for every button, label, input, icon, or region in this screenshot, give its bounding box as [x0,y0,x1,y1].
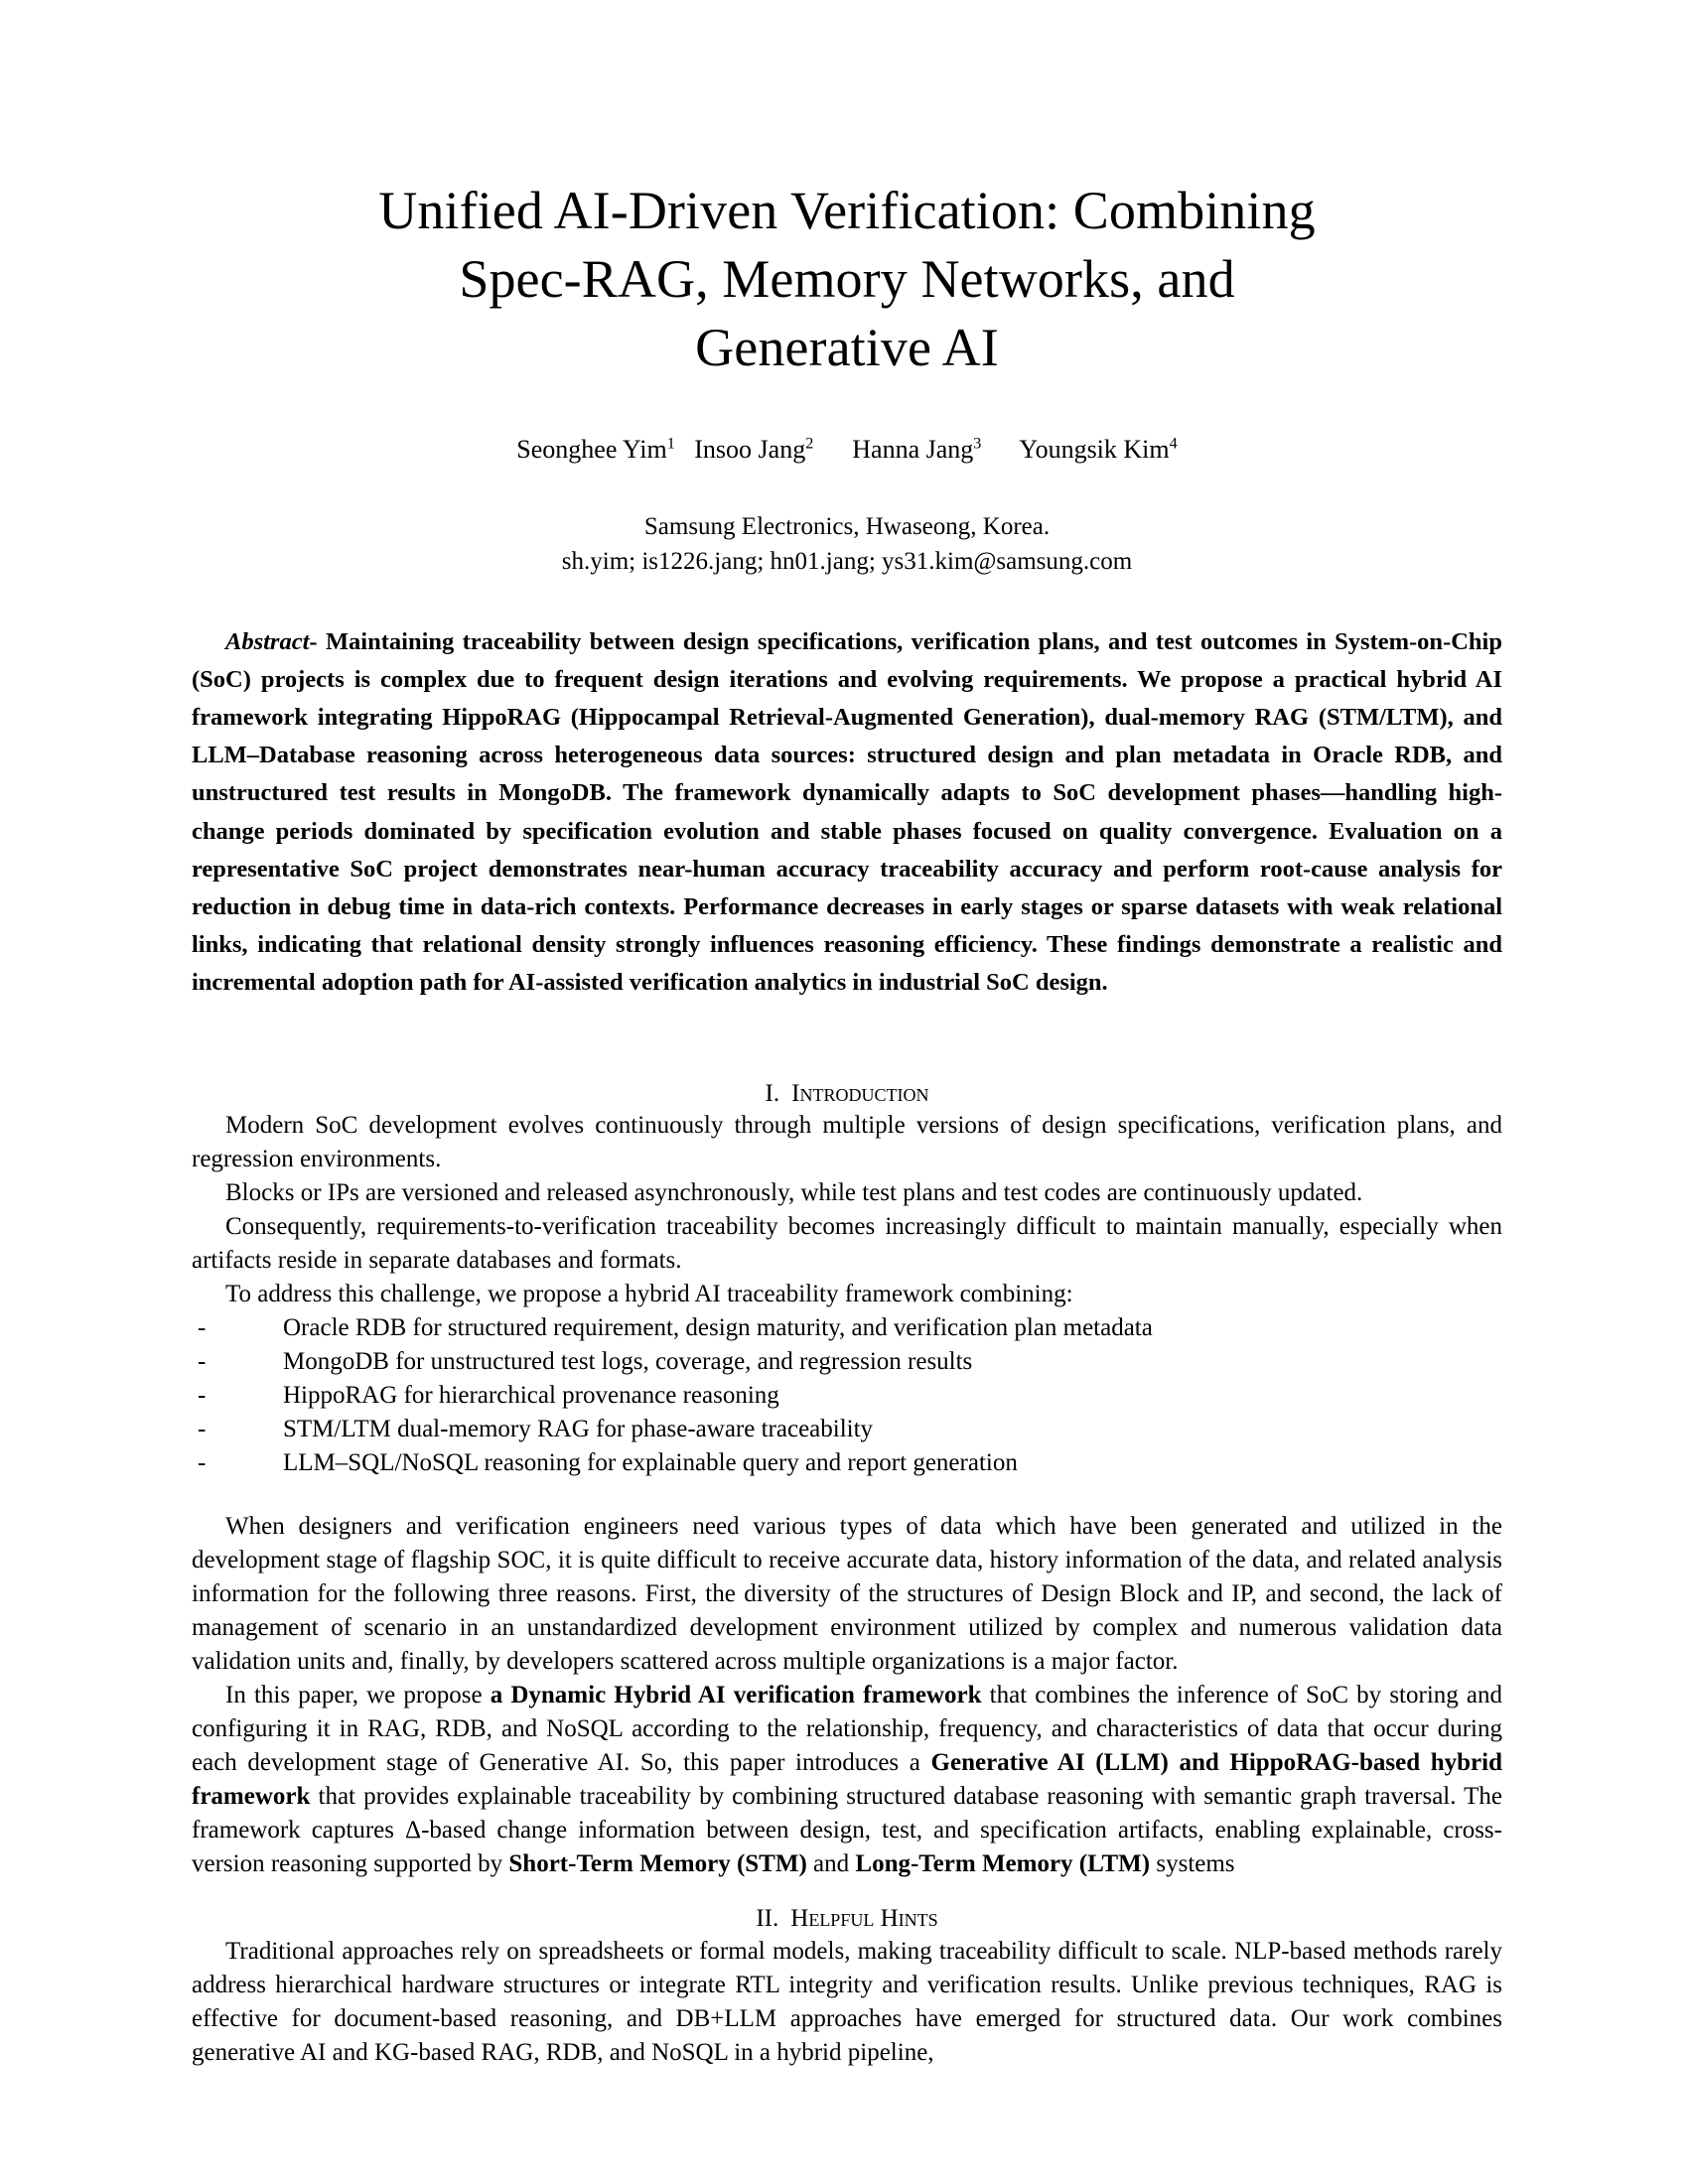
bullet-dash-icon: - [198,1382,207,1410]
author-affiliation-marker-4: 4 [1169,435,1178,453]
run-1: In this paper, we propose [225,1682,491,1709]
author-affiliation-marker-2: 2 [805,435,814,453]
section-number-2: II. [756,1905,779,1933]
author-name-2: Insoo Jang [694,435,806,465]
abstract-paragraph [192,623,1502,1003]
run-9: systems [1150,1850,1235,1878]
title-line-1: Unified AI-Driven Verification: Combining [378,181,1316,240]
affiliation-block [192,509,1502,580]
author-name-3: Hanna Jang [852,435,974,465]
list-item [192,1311,1502,1345]
author-affiliation-marker-3: 3 [973,435,982,453]
author-list [192,434,1502,465]
author-name-1: Seonghee Yim [516,435,667,465]
abstract-keyword: Abstract [225,627,310,655]
bullet-dash-icon: - [198,1348,207,1376]
abstract-body: Maintaining traceability between design specifications, verification plans, and test outcomes in System-on-Chip (SoC) projects is complex due to frequent design iterations and evolving requirements. We propose a practical hybrid AI framework integrating HippoRAG (Hippocampal Retrieval-Augmented Generation), dual-memory RAG (STM/LTM), and LLM–Database reasoning across heterogeneous data sources: structured design and plan metadata in Oracle RDB, and unstructured test results in MongoDB. The framework dynamically adapts to SoC development phases—handling high-change periods dominated by specification evolution and stable phases focused on quality convergence. Evaluation on a representative SoC project demonstrates near-human accuracy traceability accuracy and perform root-cause analysis for reduction in debug time in data-rich contexts. Performance decreases in early stages or sparse datasets with weak relational links, indicating that relational density strongly influences reasoning efficiency. These findings demonstrate a realistic and incremental adoption path for AI-assisted verification analytics in industrial SoC design. [192,627,1502,997]
list-item-text: Oracle RDB for structured requirement, design maturity, and verification plan metadata [283,1314,1153,1342]
affiliation-org: Samsung Electronics, Hwaseong, Korea. [643,512,1051,540]
run-2-bold: a Dynamic Hybrid AI verification framework [490,1682,982,1709]
bullet-dash-icon: - [198,1416,207,1443]
page-content [192,0,1502,2070]
author-name-4: Youngsik Kim [1019,435,1170,465]
title-line-2: Spec-RAG, Memory Networks, and [459,249,1235,310]
title-line-3: Generative AI [695,318,999,378]
intro-paragraph-3: Consequently, requirements-to-verification traceability becomes increasingly difficult to maintain manually, especially when artifacts reside in separate databases and formats. [192,1213,1502,1275]
section-title-2: Helpful Hints [790,1905,938,1933]
list-item [192,1413,1502,1446]
bullet-dash-icon: - [198,1449,207,1477]
hints-paragraph-1: Traditional approaches rely on spreadsheets or formal models, making traceability difficult to scale. NLP-based methods rarely address hierarchical hardware structures or integrate RTL integrity and verification results. Unlike previous techniques, RAG is effective for document-based reasoning, and DB+LLM approaches have emerged for structured data. Our work combines generative AI and KG-based RAG, RDB, and NoSQL in a hybrid pipeline, [192,1937,1502,2066]
run-7: and [806,1850,856,1878]
list-item [192,1446,1502,1480]
list-item [192,1379,1502,1413]
list-item-text: MongoDB for unstructured test logs, coverage, and regression results [283,1348,973,1376]
run-5: that provides explainable traceability by combining structured database reasoning with semantic graph traversal. The framework captures Δ-based change information between design, test, and specification artifacts, enabling explainable, cross-version reasoning supported by [192,1783,1502,1878]
list-item-text: LLM–SQL/NoSQL reasoning for explainable query and report generation [283,1449,1018,1477]
abstract-separator: - [309,627,326,655]
list-item [192,1345,1502,1379]
run-4-bold: Generative AI (LLM) and HippoRAG-based hybrid framework [192,1749,1503,1811]
intro-paragraph-6 [192,1679,1502,1881]
intro-paragraph-4: To address this challenge, we propose a hybrid AI traceability framework combining: [225,1281,1073,1308]
intro-paragraph-2: Blocks or IPs are versioned and released asynchronously, while test plans and test codes are continuously updated. [225,1179,1363,1207]
section-number-1: I. [765,1080,780,1108]
run-6-bold: Short-Term Memory (STM) [508,1850,807,1878]
page-title [192,0,1502,382]
affiliation-emails: sh.yim; is1226.jang; hn01.jang; ys31.kim@samsung.com [561,548,1133,576]
section-heading-introduction [192,1078,1502,1109]
author-affiliation-marker-1: 1 [666,435,675,453]
intro-paragraph-1: Modern SoC development evolves continuously through multiple versions of design specifications, verification plans, and regression environments. [192,1112,1502,1173]
intro-paragraph-5: When designers and verification engineers need various types of data which have been generated and utilized in the development stage of flagship SOC, it is quite difficult to receive accurate data, history information of the data, and related analysis information for the following three reasons. First, the diversity of the structures of Design Block and IP, and second, the lack of management of scenario in an unstandardized development environment utilized by complex and numerous validation data validation units and, finally, by developers scattered across multiple organizations is a major factor. [192,1513,1502,1676]
run-8-bold: Long-Term Memory (LTM) [855,1850,1151,1878]
section-heading-helpful-hints [192,1903,1502,1934]
section-title-1: Introduction [791,1080,929,1108]
list-item-text: STM/LTM dual-memory RAG for phase-aware traceability [283,1416,874,1443]
list-item-text: HippoRAG for hierarchical provenance reasoning [283,1382,779,1410]
bullet-dash-icon: - [198,1314,207,1342]
framework-component-list [192,1311,1502,1480]
run-3: that combines the inference of SoC by storing and configuring it in RAG, RDB, and NoSQL according to the relationship, frequency, and characteristics of data that occur during each development stage of Generative AI. So, this paper introduces a [192,1682,1502,1777]
